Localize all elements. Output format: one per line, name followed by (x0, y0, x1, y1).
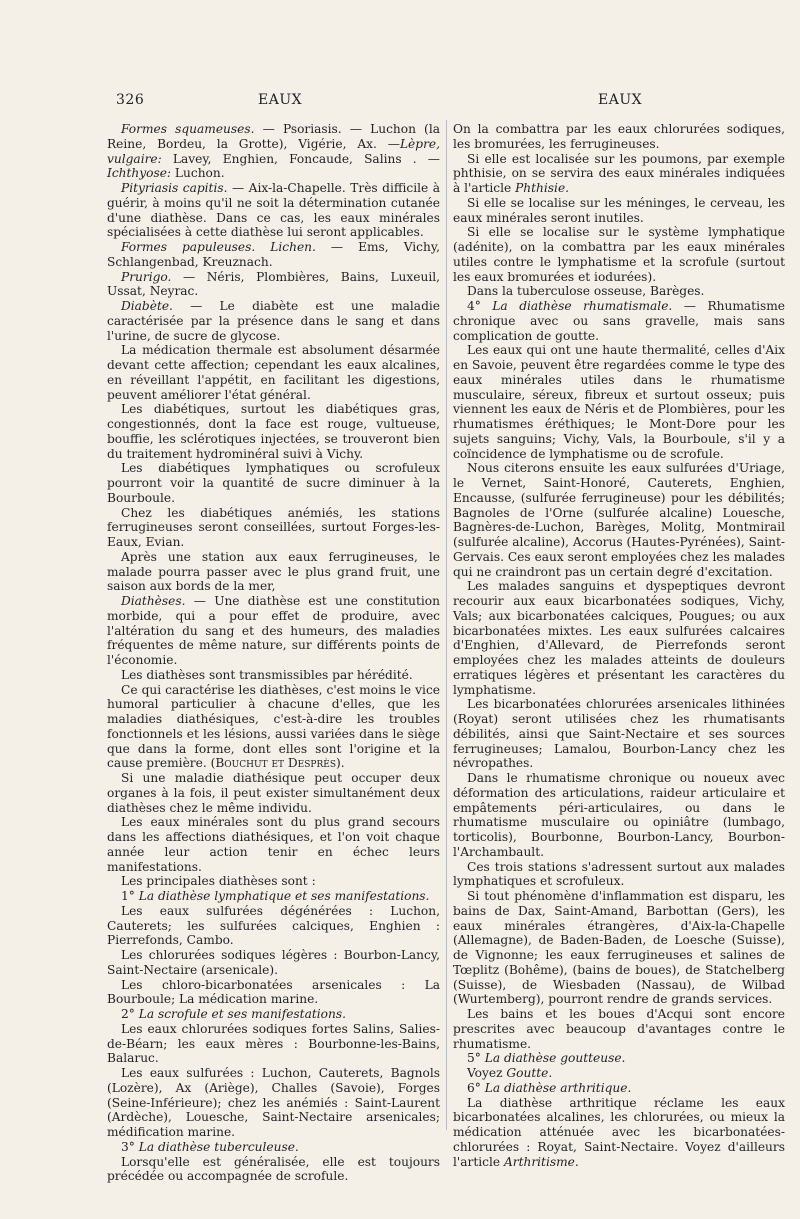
text-run: Les eaux sulfurées dégénérées : Luchon, Cauterets; les sulfurées calciques, Enghien : Pierrefonds, Cambo. (107, 903, 440, 948)
text-run: Les bains et les boues d'Acqui sont encore prescrites avec beaucoup d'avantages contre le rhumatisme. (453, 1007, 785, 1051)
text-run: Si elle se localise sur le système lymphatique (adénite), on la combattra par les eaux minérales utiles contre le lymphatisme et la scrofule (surtout les eaux bromurées et iodurées). (453, 225, 785, 284)
column-divider (446, 120, 447, 1130)
paragraph (107, 240, 440, 270)
paragraph (453, 889, 785, 1007)
italic-term: Goutte (506, 1066, 549, 1080)
text-run: Les diabétiques lymphatiques ou scrofuleux pourront voir la quantité de sucre diminuer à la Bourboule. (107, 461, 440, 505)
paragraph (107, 948, 440, 978)
paragraph (107, 122, 440, 181)
paragraph (107, 550, 440, 594)
italic-term: La diathèse goutteuse. (484, 1051, 626, 1066)
paragraph (453, 343, 785, 461)
paragraph (453, 697, 785, 771)
text-run: Dans le rhumatisme chronique ou noueux avec déformation des articulations, raideur articulaire et empâtements péri-articulaires, ou dans le rhumatisme musculaire ou opiniâtre (lumbago, torticolis), Bourbonne, Bourbon-Lancy, Bourbon-l'Archambault. (453, 771, 785, 859)
italic-term: Prurigo. (121, 269, 172, 284)
text-run: 2° (121, 1007, 139, 1021)
paragraph (453, 1081, 785, 1096)
text-run: Les eaux minérales sont du plus grand secours dans les affections diathésiques, et l'on voit chaque année leur action tenir en échec leurs manifestations. (107, 815, 440, 874)
paragraph (107, 506, 440, 550)
paragraph (453, 225, 785, 284)
text-run: On la combattra par les eaux chlorurées sodiques, les bromurées, les ferrugineuses. (453, 122, 785, 151)
italic-term: Ichthyose: (107, 166, 172, 181)
left-column (107, 122, 440, 1184)
italic-term: Formes papuleuses. Lichen. (121, 240, 316, 254)
page-number: 326 (116, 92, 145, 108)
text-run: . (565, 181, 570, 195)
italic-term: La diathèse rhumatismale. (492, 299, 673, 313)
paragraph (107, 668, 440, 683)
text-run: ). (335, 756, 345, 771)
text-run: Si une maladie diathésique peut occuper deux organes à la fois, il peut exister simultanément deux diathèses chez le même individu. (107, 771, 440, 815)
paragraph (453, 152, 785, 196)
text-run: Ce qui caractérise les diathèses, c'est moins le vice humoral particulier à chacune d'elles, que les maladies diathésiques, c'est-à-dire les troubles fonctionnels et les lésions, aussi variées dans le siège que dans la forme, dont elles sont l'origine et la cause première. ( (107, 682, 440, 771)
paragraph (107, 461, 440, 505)
text-run: 6° (467, 1080, 485, 1095)
paragraph (107, 815, 440, 874)
text-run: — Néris, Plombières, Bains, Luxeuil, Ussat, Neyrac. (107, 269, 440, 299)
running-title-right: EAUX (598, 92, 643, 108)
text-run: Si elle se localise sur les méninges, le cerveau, les eaux minérales seront inutiles. (453, 195, 785, 225)
paragraph (107, 1007, 440, 1022)
running-title-left: EAUX (258, 92, 303, 108)
text-run: — Aix-la-Chapelle. Très difficile à guérir, à moins qu'il ne soit la détermination cutanée d'une diathèse. Dans ce cas, les eaux minérales spécialisées à cette diathèse lui seront applicables. (107, 181, 440, 240)
text-run: Les eaux qui ont une haute thermalité, celles d'Aix en Savoie, peuvent être regardées comme le type des eaux minérales utiles dans le rhumatisme musculaire, séreux, fibreux et surtout osseux; puis viennent les eaux de Néris et de Plombières, pour les rhumatismes éréthiques; le Mont-Dore pour les sujets sanguins; Vichy, Vals, la Bourboule, s'il y a coïncidence de lymphatisme ou de scrofule. (453, 343, 785, 461)
text-run: Si tout phénomène d'inflammation est disparu, les bains de Dax, Saint-Amand, Barbottan (Gers), les eaux minérales étrangères, d'Aix-la-Chapelle (Allemagne), de Baden-Baden, de Loesche (Suisse), de Vignonne; les eaux ferrugineuses et salines de Tœplitz (Bohême), (bains de boues), de Statchelberg (Suisse), de Wiesbaden (Nassau), de Wilbad (Wurtemberg), pourront rendre de grands services. (453, 889, 785, 1007)
paragraph (453, 1096, 785, 1170)
text-run: Les principales diathèses sont : (121, 874, 316, 889)
paragraph (107, 181, 440, 240)
text-run: La médication thermale est absolument désarmée devant cette affection; cependant les eaux alcalines, en réveillant l'appétit, en facilitant les digestions, peuvent améliorer l'état général. (107, 343, 440, 402)
text-run: Voyez (467, 1066, 507, 1080)
text-run: Ces trois stations s'adressent surtout aux malades lymphatiques et scrofuleux. (453, 859, 785, 889)
paragraph (453, 461, 785, 579)
text-run: Lavey, Enghien, Foncaude, Salins . — (161, 151, 440, 166)
text-run: — Le diabète est une maladie caractérisée par la présence dans le sang et dans l'urine, de sucre de glycose. (107, 299, 440, 343)
paragraph (453, 771, 785, 860)
text-run: Chez les diabétiques anémiés, les stations ferrugineuses seront conseillées, surtout Forges-les-Eaux, Evian. (107, 505, 440, 549)
italic-term: Diathèses. (121, 594, 186, 608)
italic-term: Pityriasis capitis. (121, 181, 228, 195)
text-run: Dans la tuberculose osseuse, Barèges. (467, 284, 705, 299)
paragraph (107, 1022, 440, 1066)
text-run: Si elle est localisée sur les poumons, par exemple phthisie, on se servira des eaux minérales indiquées à l'article (453, 151, 785, 195)
text-run: — Une diathèse est une constitution morbide, qui a pour effet de produire, avec l'altération du sang et des humeurs, des maladies fréquentes de même nature, sur différents points de l'économie. (107, 594, 440, 667)
italic-term: La diathèse arthritique. (484, 1080, 632, 1095)
text-run: — Psoriasis. — Luchon (la Reine, Bordeu, la Grotte), Vigérie, Ax. — (107, 122, 440, 151)
paragraph (107, 889, 440, 904)
paragraph (453, 1007, 785, 1051)
paragraph (453, 860, 785, 890)
text-run: La diathèse arthritique réclame les eaux bicarbonatées alcalines, les chlorurées, ou mieux la médication atténuée avec les bicarbonatées-chlorurées : Royat, Saint-Nectaire. Voyez d'ailleurs l'article (453, 1095, 785, 1169)
text-run: — Ems, Vichy, Schlangenbad, Kreuznach. (107, 240, 440, 269)
text-run: Les malades sanguins et dyspeptiques devront recourir aux eaux bicarbonatées sodiques, Vichy, Vals; aux bicarbonatées calciques, Pougues; ou aux bicarbonatées mixtes. Les eaux sulfurées calcaires d'Enghien, d'Allevard, de Pierrefonds seront employées chez les malades atteints de douleurs erratiques légères et présentant les caractères du lymphatisme. (453, 579, 785, 697)
text-run: 1° (121, 889, 139, 903)
italic-term: La diathèse tuberculeuse. (138, 1139, 299, 1154)
italic-term: Lèpre, vulgaire: (107, 136, 440, 166)
paragraph (107, 1066, 440, 1140)
italic-term: Diabète. (121, 299, 173, 313)
text-run: 5° (467, 1051, 485, 1066)
paragraph (453, 579, 785, 697)
paragraph (453, 1051, 785, 1066)
text-run: Les diabétiques, surtout les diabétiques gras, congestionnés, dont la face est rouge, vultueuse, bouffie, les sclérotiques injectées, se trouveront bien du traitement hydrominéral suivi à Vichy. (107, 402, 440, 461)
paragraph (453, 196, 785, 226)
text-run: Luchon. (171, 166, 225, 181)
paragraph (107, 683, 440, 772)
paragraph (107, 343, 440, 402)
paragraph (107, 1155, 440, 1185)
text-run: Lorsqu'elle est généralisée, elle est toujours précédée ou accompagnée de scrofule. (107, 1154, 440, 1184)
paragraph (107, 771, 440, 815)
paragraph (107, 270, 440, 300)
paragraph (107, 594, 440, 668)
italic-term: La scrofule et ses manifestations. (138, 1007, 346, 1021)
right-column (453, 122, 785, 1169)
paragraph (453, 1066, 785, 1081)
text-run: Les eaux sulfurées : Luchon, Cauterets, Bagnols (Lozère), Ax (Ariège), Challes (Savoie), Forges (Seine-Inférieure); chez les anémiés : Saint-Laurent (Ardèche), Louesche, Saint-Nectaire arsenicales; médification marine. (107, 1066, 440, 1139)
paragraph (453, 284, 785, 299)
text-run: Les chlorurées sodiques légères : Bourbon-Lancy, Saint-Nectaire (arsenicale). (107, 948, 440, 977)
text-run: Les diathèses sont transmissibles par hérédité. (121, 667, 413, 682)
italic-term: Arthritisme (503, 1154, 575, 1169)
text-run: . (574, 1154, 579, 1169)
paragraph (107, 874, 440, 889)
paragraph (107, 978, 440, 1008)
paragraph (107, 402, 440, 461)
text-run: 4° (467, 299, 493, 313)
italic-term: La diathèse lymphatique et ses manifestations. (138, 889, 430, 903)
text-run: — Rhumatisme chronique avec ou sans gravelle, mais sans complication de goutte. (453, 299, 785, 343)
italic-term: Formes squameuses. (121, 122, 255, 136)
italic-term: Phthisie (515, 181, 566, 195)
text-run: Après une station aux eaux ferrugineuses, le malade pourra passer avec le plus grand fruit, une saison aux bords de la mer, (107, 549, 440, 594)
paragraph (107, 1140, 440, 1155)
author-citation: Bouchut et Desprès (215, 756, 336, 771)
text-run: . (548, 1066, 553, 1080)
text-run: Les bicarbonatées chlorurées arsenicales lithinées (Royat) seront utilisées chez les rhumatisants débilités, ainsi que Saint-Nectaire et ses sources ferrugineuses; Lamalou, Bourbon-Lancy chez les névropathes. (453, 697, 785, 771)
paragraph (107, 299, 440, 343)
text-run: 3° (121, 1139, 139, 1154)
text-run: Nous citerons ensuite les eaux sulfurées d'Uriage, le Vernet, Saint-Honoré, Cauterets, Enghien, Encausse, (sulfurée ferrugineuse) pour les débilités; Bagnoles de l'Orne (sulfurée alcaline) Louesche, Bagnères-de-Luchon, Barèges, Molitg, Montmirail (sulfurée alcaline), Accorus (Hautes-Pyrénées), Saint-Gervais. Ces eaux seront employées chez les malades qui ne craindront pas un certain degré d'excitation. (453, 461, 785, 579)
text-run: Les eaux chlorurées sodiques fortes Salins, Salies-de-Béarn; les eaux mères : Bourbonne-les-Bains, Balaruc. (107, 1021, 440, 1066)
paragraph (453, 122, 785, 152)
text-run: Les chloro-bicarbonatées arsenicales : La Bourboule; La médication marine. (107, 977, 440, 1007)
paragraph (453, 299, 785, 343)
paragraph (107, 904, 440, 948)
